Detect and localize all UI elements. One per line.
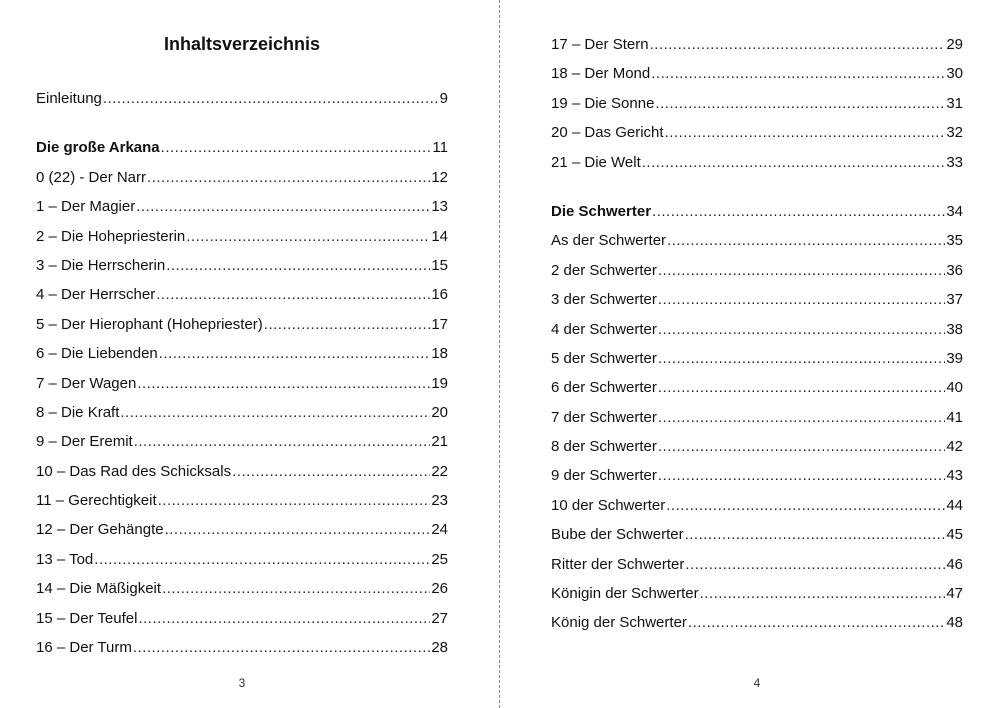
toc-entry-page-number: 9: [439, 90, 448, 107]
toc-dot-leader: [186, 222, 430, 251]
toc-entry-label: Ritter der Schwerter: [551, 555, 685, 573]
toc-entry-label: 9 der Schwerter: [551, 467, 657, 485]
toc-entry[interactable]: [36, 369, 448, 398]
toc-entry-page-number: 37: [946, 291, 963, 309]
toc-entry-page-number: 12: [431, 168, 448, 186]
toc-entry[interactable]: [36, 486, 448, 515]
toc-entry-page-number: 44: [946, 496, 963, 514]
toc-entry-page-number: 42: [946, 438, 963, 456]
toc-entry[interactable]: [36, 398, 448, 427]
toc-entry-page-number: 46: [946, 555, 963, 573]
toc-entry-page-number: 39: [946, 349, 963, 367]
toc-dot-leader: [658, 432, 945, 461]
toc-dot-leader: [165, 515, 431, 544]
toc-entry-label: Königin der Schwerter: [551, 585, 699, 603]
toc-entry-label: 4 – Der Herrscher: [36, 286, 156, 304]
toc-entry[interactable]: [551, 373, 963, 402]
toc-entry[interactable]: [36, 604, 448, 633]
toc-entry-page-number: 15: [431, 256, 448, 274]
toc-entry-page-number: 33: [946, 153, 963, 171]
toc-entry[interactable]: [551, 89, 963, 118]
toc-entry-page-number: 23: [431, 492, 448, 510]
toc-dot-leader: [667, 226, 945, 255]
toc-title: Inhaltsverzeichnis: [163, 34, 321, 54]
toc-dot-leader: [658, 403, 945, 432]
toc-dot-leader: [134, 427, 431, 456]
toc-group-gap: [551, 177, 963, 197]
toc-entry-label: 15 – Der Teufel: [36, 609, 138, 627]
toc-dot-leader: [136, 192, 430, 221]
toc-entry-label: 2 – Die Hohepriesterin: [36, 227, 186, 245]
toc-entry[interactable]: [551, 403, 963, 432]
toc-entry-label: 18 – Der Mond: [551, 65, 651, 83]
toc-dot-leader: [232, 457, 430, 486]
toc-entry-label: 1 – Der Magier: [36, 198, 136, 216]
toc-entry-page-number: 18: [431, 345, 448, 363]
toc-dot-leader: [658, 285, 945, 314]
toc-entry-page-number: 29: [946, 36, 963, 53]
toc-entry[interactable]: [551, 285, 963, 314]
toc-entry-page-number: 27: [431, 609, 448, 627]
toc-dot-leader: [650, 30, 946, 59]
toc-list-left: [36, 84, 448, 662]
toc-dot-leader: [688, 608, 945, 637]
toc-dot-leader: [652, 197, 945, 226]
toc-entry-label: 5 der Schwerter: [551, 349, 657, 367]
toc-entry[interactable]: [36, 280, 448, 309]
toc-entry[interactable]: [36, 515, 448, 544]
toc-dot-leader: [685, 520, 946, 549]
toc-entry-page-number: 43: [946, 467, 963, 485]
toc-entry[interactable]: [36, 192, 448, 221]
toc-entry-page-number: 30: [946, 65, 963, 83]
toc-entry-label: 0 (22) - Der Narr: [36, 168, 147, 186]
toc-entry-label: Einleitung: [36, 90, 102, 107]
toc-entry-page-number: 47: [946, 585, 963, 603]
toc-entry-label: 7 der Schwerter: [551, 408, 657, 426]
toc-entry[interactable]: [36, 163, 448, 192]
toc-dot-leader: [658, 256, 945, 285]
toc-entry-page-number: 36: [946, 261, 963, 279]
toc-entry-label: 6 – Die Liebenden: [36, 345, 158, 363]
toc-dot-leader: [147, 163, 430, 192]
toc-entry-label: 5 – Der Hierophant (Hohepriester): [36, 315, 263, 333]
toc-entry-label: Die große Arkana: [36, 139, 160, 157]
toc-entry-label: 10 der Schwerter: [551, 496, 666, 514]
toc-entry-label: 6 der Schwerter: [551, 379, 657, 397]
toc-dot-leader: [685, 550, 945, 579]
toc-entry-page-number: 40: [946, 379, 963, 397]
toc-entry-label: 19 – Die Sonne: [551, 94, 655, 112]
toc-entry-page-number: 25: [431, 550, 448, 568]
toc-dot-leader: [700, 579, 946, 608]
toc-entry[interactable]: [36, 222, 448, 251]
toc-entry[interactable]: [551, 550, 963, 579]
toc-entry-page-number: 28: [431, 639, 448, 657]
page-right: [500, 0, 1000, 708]
toc-entry[interactable]: [551, 148, 963, 177]
toc-entry-page-number: 34: [946, 202, 963, 220]
toc-entry[interactable]: [36, 84, 448, 113]
toc-entry[interactable]: [551, 118, 963, 147]
toc-dot-leader: [642, 148, 946, 177]
toc-entry[interactable]: [551, 344, 963, 373]
toc-entry-label: 12 – Der Gehängte: [36, 521, 164, 539]
toc-entry[interactable]: [551, 520, 963, 549]
toc-entry-label: Bube der Schwerter: [551, 526, 684, 544]
page-number-left: 3: [238, 676, 246, 690]
toc-group-gap: [36, 113, 448, 133]
toc-entry[interactable]: [36, 545, 448, 574]
toc-entry[interactable]: [36, 310, 448, 339]
toc-dot-leader: [94, 545, 430, 574]
toc-dot-leader: [658, 373, 945, 402]
toc-entry-page-number: 48: [946, 614, 963, 632]
toc-entry-label: 13 – Tod: [36, 550, 94, 568]
toc-dot-leader: [166, 251, 430, 280]
toc-entry-page-number: 41: [946, 408, 963, 426]
toc-entry-page-number: 17: [431, 315, 448, 333]
toc-entry[interactable]: [551, 608, 963, 637]
toc-section-heading[interactable]: [36, 133, 448, 162]
page-number-right: 4: [753, 676, 761, 690]
toc-entry-page-number: 22: [431, 462, 448, 480]
toc-entry-label: As der Schwerter: [551, 232, 667, 250]
toc-entry-label: 7 – Der Wagen: [36, 374, 137, 392]
toc-entry-label: 17 – Der Stern: [551, 36, 649, 53]
toc-entry-page-number: 31: [946, 94, 963, 112]
toc-entry[interactable]: [36, 574, 448, 603]
toc-entry[interactable]: [36, 251, 448, 280]
toc-entry-label: 21 – Die Welt: [551, 153, 641, 171]
toc-entry-page-number: 14: [431, 227, 448, 245]
toc-entry-page-number: 45: [946, 526, 963, 544]
toc-dot-leader: [133, 633, 430, 662]
toc-entry-label: König der Schwerter: [551, 614, 687, 632]
toc-entry-page-number: 16: [431, 286, 448, 304]
toc-entry-page-number: 35: [946, 232, 963, 250]
toc-dot-leader: [651, 59, 945, 88]
toc-entry-label: 3 – Die Herrscherin: [36, 256, 166, 274]
toc-entry-page-number: 20: [431, 403, 448, 421]
toc-entry-label: 9 – Der Eremit: [36, 433, 133, 451]
toc-entry-label: 20 – Das Gericht: [551, 124, 664, 142]
toc-entry[interactable]: [551, 30, 963, 59]
toc-dot-leader: [137, 369, 430, 398]
toc-entry[interactable]: [36, 339, 448, 368]
toc-dot-leader: [158, 486, 431, 515]
toc-dot-leader: [655, 89, 945, 118]
toc-entry-page-number: 38: [946, 320, 963, 338]
toc-entry-page-number: 24: [431, 521, 448, 539]
toc-entry-label: 2 der Schwerter: [551, 261, 657, 279]
toc-entry-page-number: 21: [431, 433, 448, 451]
toc-dot-leader: [120, 398, 430, 427]
toc-dot-leader: [162, 574, 430, 603]
toc-entry-page-number: 11: [432, 139, 448, 157]
toc-dot-leader: [264, 310, 431, 339]
toc-entry[interactable]: [551, 432, 963, 461]
toc-entry-label: 11 – Gerechtigkeit: [36, 492, 157, 510]
toc-entry-page-number: 19: [431, 374, 448, 392]
toc-entry[interactable]: [551, 315, 963, 344]
toc-entry-label: 8 – Die Kraft: [36, 403, 120, 421]
toc-entry-label: 4 der Schwerter: [551, 320, 657, 338]
toc-list-right: [551, 30, 963, 638]
toc-dot-leader: [658, 344, 945, 373]
toc-entry-page-number: 32: [946, 124, 963, 142]
toc-entry[interactable]: [551, 579, 963, 608]
toc-entry-label: 16 – Der Turm: [36, 639, 132, 657]
toc-entry[interactable]: [551, 491, 963, 520]
toc-dot-leader: [103, 84, 439, 113]
toc-dot-leader: [138, 604, 430, 633]
toc-dot-leader: [161, 133, 432, 162]
toc-entry[interactable]: [36, 427, 448, 456]
toc-dot-leader: [665, 118, 946, 147]
toc-dot-leader: [156, 280, 430, 309]
toc-dot-leader: [159, 339, 431, 368]
toc-dot-leader: [666, 491, 945, 520]
toc-entry-page-number: 13: [431, 198, 448, 216]
toc-section-heading[interactable]: [551, 197, 963, 226]
toc-entry-label: 8 der Schwerter: [551, 438, 657, 456]
toc-entry[interactable]: [551, 59, 963, 88]
toc-entry-label: 10 – Das Rad des Schicksals: [36, 462, 232, 480]
toc-entry-page-number: 26: [431, 580, 448, 598]
toc-entry-label: 14 – Die Mäßigkeit: [36, 580, 162, 598]
toc-entry[interactable]: [551, 461, 963, 490]
toc-dot-leader: [658, 461, 945, 490]
toc-dot-leader: [658, 315, 945, 344]
toc-entry[interactable]: [36, 457, 448, 486]
toc-entry-label: 3 der Schwerter: [551, 291, 657, 309]
toc-entry[interactable]: [551, 256, 963, 285]
toc-entry-label: Die Schwerter: [551, 202, 652, 220]
toc-entry[interactable]: [36, 633, 448, 662]
toc-entry[interactable]: [551, 226, 963, 255]
